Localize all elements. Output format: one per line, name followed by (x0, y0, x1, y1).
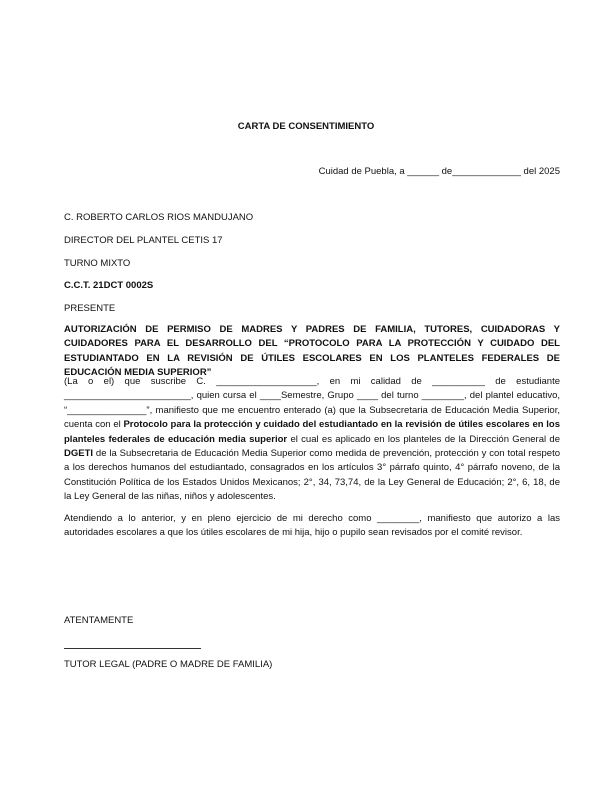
letter-title: CARTA DE CONSENTIMIENTO (237, 121, 375, 132)
body-p1-text-3: de la Subsecretaria de Educación Media Superior como medida de prevención, protección y con total respeto a los derechos humanos del estudiantado, consagrados en los artículos 3° párrafo quinto, 4° párrafo noveno, de la Constitución Política de los Estados Unidos Mexicanos; 2°, 34, 73,74, de la Ley General de Educación; 2°, 6, 18, de la Ley General de las niñas, niños y adolescentes. (64, 448, 560, 503)
signer-label: TUTOR LEGAL (PADRE O MADRE DE FAMILIA) (64, 659, 273, 670)
body-p1-dgeti: DGETI (64, 448, 94, 460)
addressee-shift: TURNO MIXTO (64, 258, 131, 269)
signature-line (64, 648, 201, 649)
body-p1-text-2: el cual es aplicado en los planteles de la Dirección General de (287, 433, 561, 445)
body-paragraph-1 (64, 375, 560, 505)
body-p1-protocol-name: Protocolo para la protección y cuidado del estudiantado en la revisión de útiles escolares en los planteles federales de educación media superior (64, 419, 561, 445)
addressee-cct: C.C.T. 21DCT 0002S (64, 280, 154, 291)
subject-heading: AUTORIZACIÓN DE PERMISO DE MADRES Y PADRES DE FAMILIA, TUTORES, CUIDADORAS Y CUIDADORES PARA EL DESARROLLO DEL “PROTOCOLO PARA LA PROTECCIÓN Y CUIDADO DEL ESTUDIANTADO EN LA REVISIÓN DE ÚTILES ESCOLARES EN LOS PLANTELES FEDERALES DE EDUCACIÓN MEDIA SUPERIOR” (64, 324, 560, 379)
date-line: Cuidad de Puebla, a ______ de_____________ del 2025 (318, 166, 560, 177)
addressee-greeting: PRESENTE (64, 303, 116, 314)
closing-farewell: ATENTAMENTE (64, 615, 134, 626)
addressee-position: DIRECTOR DEL PLANTEL CETIS 17 (64, 235, 223, 246)
body-paragraph-2: Atendiendo a lo anterior, y en pleno ejercicio de mi derecho como ________, manifiesto que autorizo a las autoridades escolares a que los útiles escolares de mi hija, hijo o pupilo sean revisados por el comité revisor. (64, 513, 560, 539)
addressee-name: C. ROBERTO CARLOS RIOS MANDUJANO (64, 212, 254, 223)
body-p1-text-1: (La o el) que suscribe C. ___________________, en mi calidad de __________ de estudiante ________________________, quien cursa el ____Semestre, Grupo ____ del turno ________, del plantel educativo, “_______________”, manifiesto que me encuentro enterado (a) que la Subsecretaria de Educación Media Superior, cuenta con el (64, 376, 560, 431)
